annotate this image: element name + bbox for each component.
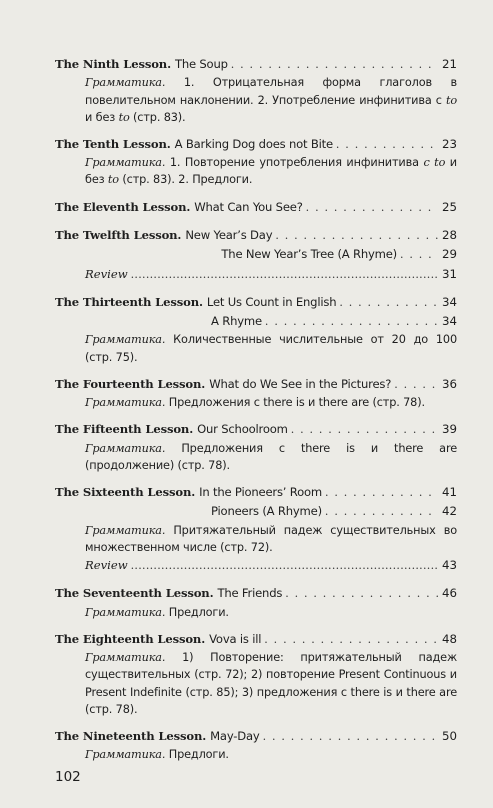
grammar-text: (стр. 83). [129, 110, 186, 124]
grammar-label: Грамматика. [85, 748, 166, 762]
page-ref: 42 [441, 504, 457, 519]
lesson-name: The Twelfth Lesson. [55, 227, 182, 242]
grammar-label: Грамматика. [85, 523, 166, 537]
grammar-italic: to [445, 93, 457, 107]
grammar-label: Грамматика. [85, 76, 166, 90]
grammar-text: 1. Повторение употребления инфинитива [165, 156, 424, 170]
page-ref: 39 [441, 422, 457, 437]
grammar-label: Грамматика. [85, 333, 166, 347]
page-ref: 25 [441, 199, 457, 214]
grammar-text: 1) Повторение: притяжательный падеж существительных (стр. 72); 2) повторение Present Continuous и Present Indefinite (стр. 85); 3) предложения с there is и there are (стр. 78). [85, 651, 457, 716]
leader-dots [336, 136, 438, 154]
leader-dots [394, 376, 438, 394]
rhyme-title: Pioneers (A Rhyme) [211, 504, 322, 519]
grammar-text: Предлоги. [165, 748, 229, 762]
lesson-topic: In the Pioneers’ Room [199, 485, 322, 499]
lesson-topic: New Year’s Day [185, 227, 273, 242]
toc-line [55, 198, 457, 217]
lesson-topic: The Soup [174, 57, 228, 71]
grammar-note [55, 74, 457, 126]
toc-entry-eleventh-lesson [55, 198, 457, 217]
grammar-label: Грамматика. [85, 156, 166, 170]
toc-line [55, 135, 457, 154]
grammar-label: Грамматика. [85, 396, 166, 410]
grammar-label: Грамматика. [85, 651, 166, 665]
toc-line [55, 226, 457, 245]
review-line [55, 556, 457, 575]
toc-entry-nineteenth-lesson [55, 727, 457, 764]
toc-line [55, 420, 457, 439]
lesson-topic: What do We See in the Pictures? [209, 376, 392, 391]
grammar-note [55, 331, 457, 365]
grammar-text: Количественные числительные от 20 до 100 (стр. 75). [85, 333, 457, 364]
toc-entry-sixteenth-lesson [55, 483, 457, 575]
grammar-text: 1. Отрицательная форма глаголов в повелительном наклонении. 2. Употребление инфинитива с [85, 76, 457, 107]
rhyme-title: A Rhyme [211, 314, 262, 329]
lesson-name: The Fifteenth Lesson. [55, 422, 194, 437]
page-ref: 41 [441, 485, 457, 499]
grammar-text: Предложения с there is и there are (стр. 78). [165, 396, 425, 410]
toc-entry-fifteenth-lesson [55, 420, 457, 474]
toc-subline [55, 312, 457, 331]
lesson-topic: The Friends [217, 586, 283, 601]
page-ref: 23 [441, 136, 457, 151]
lesson-name: The Thirteenth Lesson. [55, 294, 203, 309]
grammar-text: и без [85, 110, 119, 124]
grammar-note [55, 394, 457, 411]
leader-dots [306, 199, 438, 217]
toc-line [55, 727, 457, 746]
leader-dots [275, 227, 438, 245]
leader-dots [285, 585, 438, 603]
grammar-label: Грамматика. [85, 605, 166, 619]
lesson-topic: May-Day [210, 728, 260, 743]
toc-subline [55, 502, 457, 521]
page-ref: 21 [441, 57, 457, 71]
page-ref: 34 [441, 314, 457, 329]
lesson-name: The Eighteenth Lesson. [55, 631, 206, 646]
lesson-name: The Tenth Lesson. [55, 136, 171, 151]
lesson-name: The Eleventh Lesson. [55, 199, 191, 214]
leader-dots [264, 631, 438, 649]
lesson-topic: Vova is ill [209, 631, 262, 646]
grammar-note [55, 649, 457, 718]
leader-dots [131, 557, 438, 575]
grammar-note [55, 440, 457, 474]
leader-dots [291, 421, 438, 439]
grammar-italic: to [107, 173, 119, 187]
toc-entry-thirteenth-lesson [55, 293, 457, 366]
toc-entry-seventeenth-lesson [55, 584, 457, 621]
toc-subline [55, 245, 457, 264]
grammar-text: (стр. 83). 2. Предлоги. [118, 173, 253, 187]
lesson-name: The Ninth Lesson. [55, 57, 171, 71]
page-ref: 43 [441, 558, 457, 572]
grammar-label: Грамматика. [85, 441, 166, 455]
lesson-topic: Let Us Count in English [206, 294, 337, 309]
leader-dots [325, 484, 438, 502]
toc-entry-tenth-lesson [55, 135, 457, 189]
lesson-topic: What Can You See? [194, 199, 303, 214]
toc-line [55, 55, 457, 74]
leader-dots [265, 313, 438, 331]
leader-dots [339, 294, 438, 312]
table-of-contents [55, 55, 457, 772]
grammar-note [55, 604, 457, 621]
toc-entry-eighteenth-lesson [55, 630, 457, 718]
toc-line [55, 293, 457, 312]
rhyme-title: The New Year’s Tree (A Rhyme) [221, 247, 397, 262]
page-ref: 31 [441, 266, 457, 281]
grammar-text: и без [85, 156, 457, 187]
toc-line [55, 630, 457, 649]
lesson-name: The Sixteenth Lesson. [55, 485, 196, 499]
leader-dots [231, 56, 438, 74]
leader-dots [400, 246, 438, 264]
toc-line [55, 483, 457, 502]
grammar-text: Притяжательный падеж существительных во множественном числе (стр. 72). [85, 523, 457, 554]
lesson-name: The Fourteenth Lesson. [55, 376, 206, 391]
review-label: Review [85, 266, 128, 281]
toc-entry-twelfth-lesson [55, 226, 457, 284]
page-ref: 34 [441, 294, 457, 309]
grammar-note [55, 154, 457, 188]
toc-entry-ninth-lesson [55, 55, 457, 126]
grammar-text: Предлоги. [165, 605, 229, 619]
page-ref: 48 [441, 631, 457, 646]
leader-dots [325, 503, 438, 521]
review-label: Review [85, 558, 128, 572]
page-number: 102 [55, 769, 81, 785]
grammar-italic: с to [423, 156, 446, 170]
grammar-text: Предложения с there is и there are (продолжение) (стр. 78). [85, 441, 457, 472]
grammar-note [55, 522, 457, 556]
page-ref: 28 [441, 227, 457, 242]
page-ref: 36 [441, 376, 457, 391]
grammar-italic: to [118, 110, 130, 124]
toc-line [55, 375, 457, 394]
review-line [55, 265, 457, 284]
lesson-topic: A Barking Dog does not Bite [174, 136, 333, 151]
toc-line [55, 584, 457, 603]
page-ref: 50 [441, 728, 457, 743]
lesson-name: The Seventeenth Lesson. [55, 586, 214, 601]
toc-entry-fourteenth-lesson [55, 375, 457, 412]
leader-dots [131, 266, 438, 284]
leader-dots [263, 728, 438, 746]
lesson-topic: Our Schoolroom [197, 422, 288, 437]
page-ref: 29 [441, 247, 457, 262]
grammar-note [55, 746, 457, 763]
page-ref: 46 [441, 586, 457, 601]
lesson-name: The Nineteenth Lesson. [55, 728, 207, 743]
